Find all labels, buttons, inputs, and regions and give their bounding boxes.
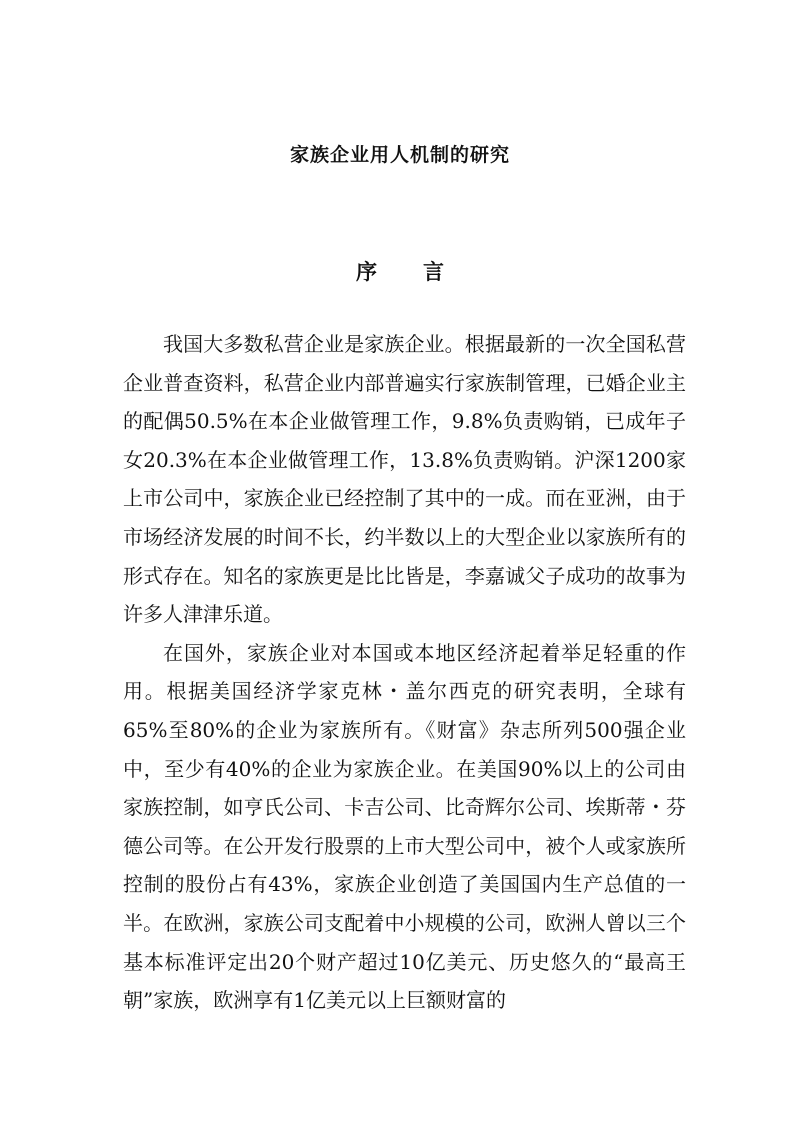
section-heading [0,256,800,286]
document-title: 家族企业用人机制的研究 [289,144,510,166]
paragraph-2: 在国外，家族企业对本国或本地区经济起着举足轻重的作用。根据美国经济学家克林・盖尔西克的研究表明，全球有65%至80%的企业为家族所有。《财富》杂志所列500强企业中，至少有40%的企业为家族企业。在美国90%以上的公司由家族控制，如亨氏公司、卡吉公司、比奇辉尔公司、埃斯蒂・芬德公司等。在公开发行股票的上市大型公司中，被个人或家族所控制的股份占有43%，家族企业创造了美国国内生产总值的一半。在欧洲，家族公司支配着中小规模的公司，欧洲人曾以三个基本标准评定出20个财产超过10亿美元、历史悠久的“最高王朝”家族，欧洲享有1亿美元以上巨额财富的 [123,640,686,1013]
body-text [123,325,686,1020]
paragraph-1: 我国大多数私营企业是家族企业。根据最新的一次全国私营企业普查资料，私营企业内部普遍实行家族制管理，已婚企业主的配偶50.5%在本企业做管理工作，9.8%负责购销，已成年子女20.3%在本企业做管理工作，13.8%负责购销。沪深1200家上市公司中，家族企业已经控制了其中的一成。而在亚洲，由于市场经济发展的时间不长，约半数以上的大型企业以家族所有的形式存在。知名的家族更是比比皆是，李嘉诚父子成功的故事为许多人津津乐道。 [123,332,686,627]
section-heading-char-1: 序 [356,260,377,284]
section-heading-char-2: 言 [423,260,444,284]
